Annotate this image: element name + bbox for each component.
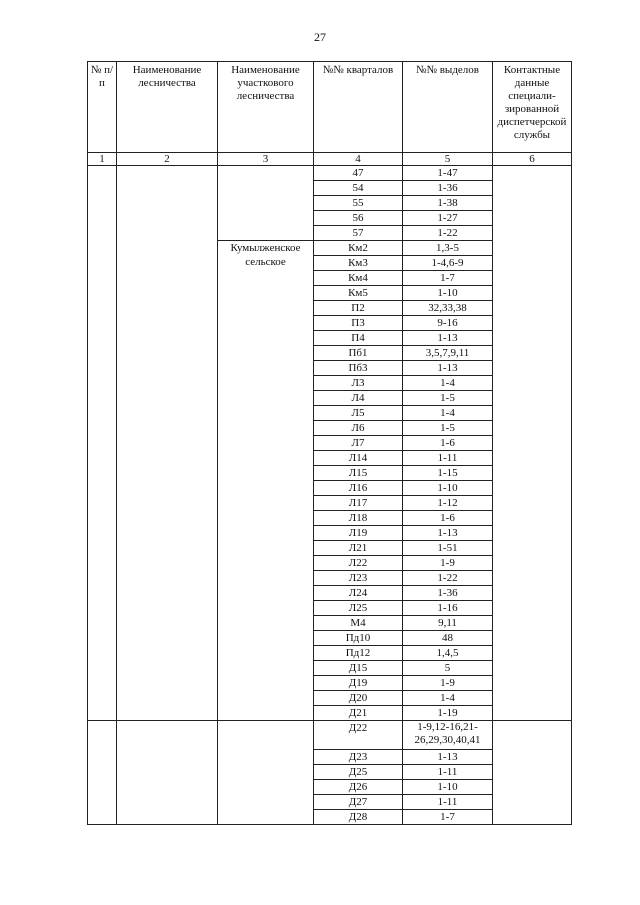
allotment-cell: 1-51 [403, 541, 493, 556]
quarter-cell: П2 [314, 301, 403, 316]
allotment-cell: 9-16 [403, 316, 493, 331]
allotment-cell: 1-15 [403, 466, 493, 481]
spacer-number-cell [88, 721, 117, 825]
allotment-cell: 1,3-5 [403, 241, 493, 256]
allotment-cell: 1-13 [403, 526, 493, 541]
forestry-table [87, 61, 572, 825]
allotment-cell: 3,5,7,9,11 [403, 346, 493, 361]
table-row [88, 721, 572, 750]
allotment-cell: 1-12 [403, 496, 493, 511]
column-number-row [88, 153, 572, 166]
quarter-cell: Л15 [314, 466, 403, 481]
quarter-cell: Км5 [314, 286, 403, 301]
quarter-cell: 54 [314, 181, 403, 196]
quarter-cell: Л24 [314, 586, 403, 601]
quarter-cell: Л19 [314, 526, 403, 541]
quarter-cell: 55 [314, 196, 403, 211]
quarter-cell: Л3 [314, 376, 403, 391]
allotment-cell: 1-6 [403, 436, 493, 451]
allotment-cell: 48 [403, 631, 493, 646]
quarter-cell: Л16 [314, 481, 403, 496]
allotment-cell: 1-22 [403, 571, 493, 586]
allotment-cell: 1-13 [403, 361, 493, 376]
quarter-cell: Д15 [314, 661, 403, 676]
quarter-cell: Л22 [314, 556, 403, 571]
allotment-cell: 1-5 [403, 391, 493, 406]
quarter-cell: Км4 [314, 271, 403, 286]
allotment-cell: 1-13 [403, 331, 493, 346]
allotment-cell: 1-22 [403, 226, 493, 241]
allotment-cell: 1-7 [403, 810, 493, 825]
quarter-cell: Л5 [314, 406, 403, 421]
allotment-cell: 1-9 [403, 556, 493, 571]
allotment-cell: 1-13 [403, 750, 493, 765]
allotment-cell: 1-9 [403, 676, 493, 691]
allotment-cell: 1-10 [403, 780, 493, 795]
quarter-cell: Д19 [314, 676, 403, 691]
quarter-cell: 47 [314, 166, 403, 181]
quarter-cell: Д20 [314, 691, 403, 706]
allotment-cell: 1-10 [403, 481, 493, 496]
district-forestry-cell [218, 721, 314, 825]
quarter-cell: П3 [314, 316, 403, 331]
column-number: 4 [314, 153, 403, 166]
contact-cell [493, 721, 572, 825]
quarter-cell: Л23 [314, 571, 403, 586]
column-number: 1 [88, 153, 117, 166]
quarter-cell: Д28 [314, 810, 403, 825]
spacer-forestry-cell [117, 721, 218, 825]
allotment-cell: 1-4 [403, 406, 493, 421]
quarter-cell: Л21 [314, 541, 403, 556]
quarter-cell: Д22 [314, 721, 403, 750]
allotment-cell: 1-27 [403, 211, 493, 226]
quarter-cell: М4 [314, 616, 403, 631]
allotment-cell: 1-47 [403, 166, 493, 181]
allotment-cell: 1-38 [403, 196, 493, 211]
quarter-cell: Л17 [314, 496, 403, 511]
quarter-cell: П4 [314, 331, 403, 346]
header-quarters: №№ кварталов [314, 62, 403, 153]
quarter-cell: Д21 [314, 706, 403, 721]
allotment-cell: 1-4 [403, 691, 493, 706]
allotment-cell: 1-16 [403, 601, 493, 616]
allotment-cell: 1-5 [403, 421, 493, 436]
quarter-cell: Л25 [314, 601, 403, 616]
quarter-cell: Д25 [314, 765, 403, 780]
quarter-cell: Км2 [314, 241, 403, 256]
quarter-cell: Л6 [314, 421, 403, 436]
quarter-cell: Л14 [314, 451, 403, 466]
allotment-cell: 1-9,12-16,21-26,29,30,40,41 [403, 721, 493, 750]
quarter-cell: Л7 [314, 436, 403, 451]
spacer-forestry-cell [117, 166, 218, 721]
quarter-cell: 56 [314, 211, 403, 226]
header-number: № п/п [88, 62, 117, 153]
quarter-cell: Пд12 [314, 646, 403, 661]
allotment-cell: 1-4 [403, 376, 493, 391]
contact-cell [493, 166, 572, 721]
allotment-cell: 5 [403, 661, 493, 676]
quarter-cell: 57 [314, 226, 403, 241]
allotment-cell: 1-36 [403, 181, 493, 196]
header-row [88, 62, 572, 153]
allotment-cell: 1-6 [403, 511, 493, 526]
district-forestry-cell: Кумылженское сельское [218, 241, 314, 721]
allotment-cell: 9,11 [403, 616, 493, 631]
column-number: 3 [218, 153, 314, 166]
column-number: 5 [403, 153, 493, 166]
quarter-cell: Пб3 [314, 361, 403, 376]
district-forestry-cell [218, 166, 314, 241]
quarter-cell: Л18 [314, 511, 403, 526]
quarter-cell: Д26 [314, 780, 403, 795]
page-number: 27 [314, 30, 326, 44]
quarter-cell: Д23 [314, 750, 403, 765]
allotment-cell: 1-11 [403, 765, 493, 780]
quarter-cell: Км3 [314, 256, 403, 271]
allotment-cell: 1-19 [403, 706, 493, 721]
header-district-forestry: Наименование участкового лесничества [218, 62, 314, 153]
quarter-cell: Пб1 [314, 346, 403, 361]
allotment-cell: 1-11 [403, 451, 493, 466]
header-forestry: Наименование лесничества [117, 62, 218, 153]
allotment-cell: 1,4,5 [403, 646, 493, 661]
quarter-cell: Д27 [314, 795, 403, 810]
table-row [88, 166, 572, 181]
quarter-cell: Л4 [314, 391, 403, 406]
allotment-cell: 1-7 [403, 271, 493, 286]
allotment-cell: 1-11 [403, 795, 493, 810]
header-allotments: №№ выделов [403, 62, 493, 153]
allotment-cell: 32,33,38 [403, 301, 493, 316]
quarter-cell: Пд10 [314, 631, 403, 646]
allotment-cell: 1-4,6-9 [403, 256, 493, 271]
header-contact-data: Контактные данные специали-зированной диспетчерской службы [493, 62, 572, 153]
spacer-number-cell [88, 166, 117, 721]
allotment-cell: 1-10 [403, 286, 493, 301]
column-number: 6 [493, 153, 572, 166]
allotment-cell: 1-36 [403, 586, 493, 601]
column-number: 2 [117, 153, 218, 166]
